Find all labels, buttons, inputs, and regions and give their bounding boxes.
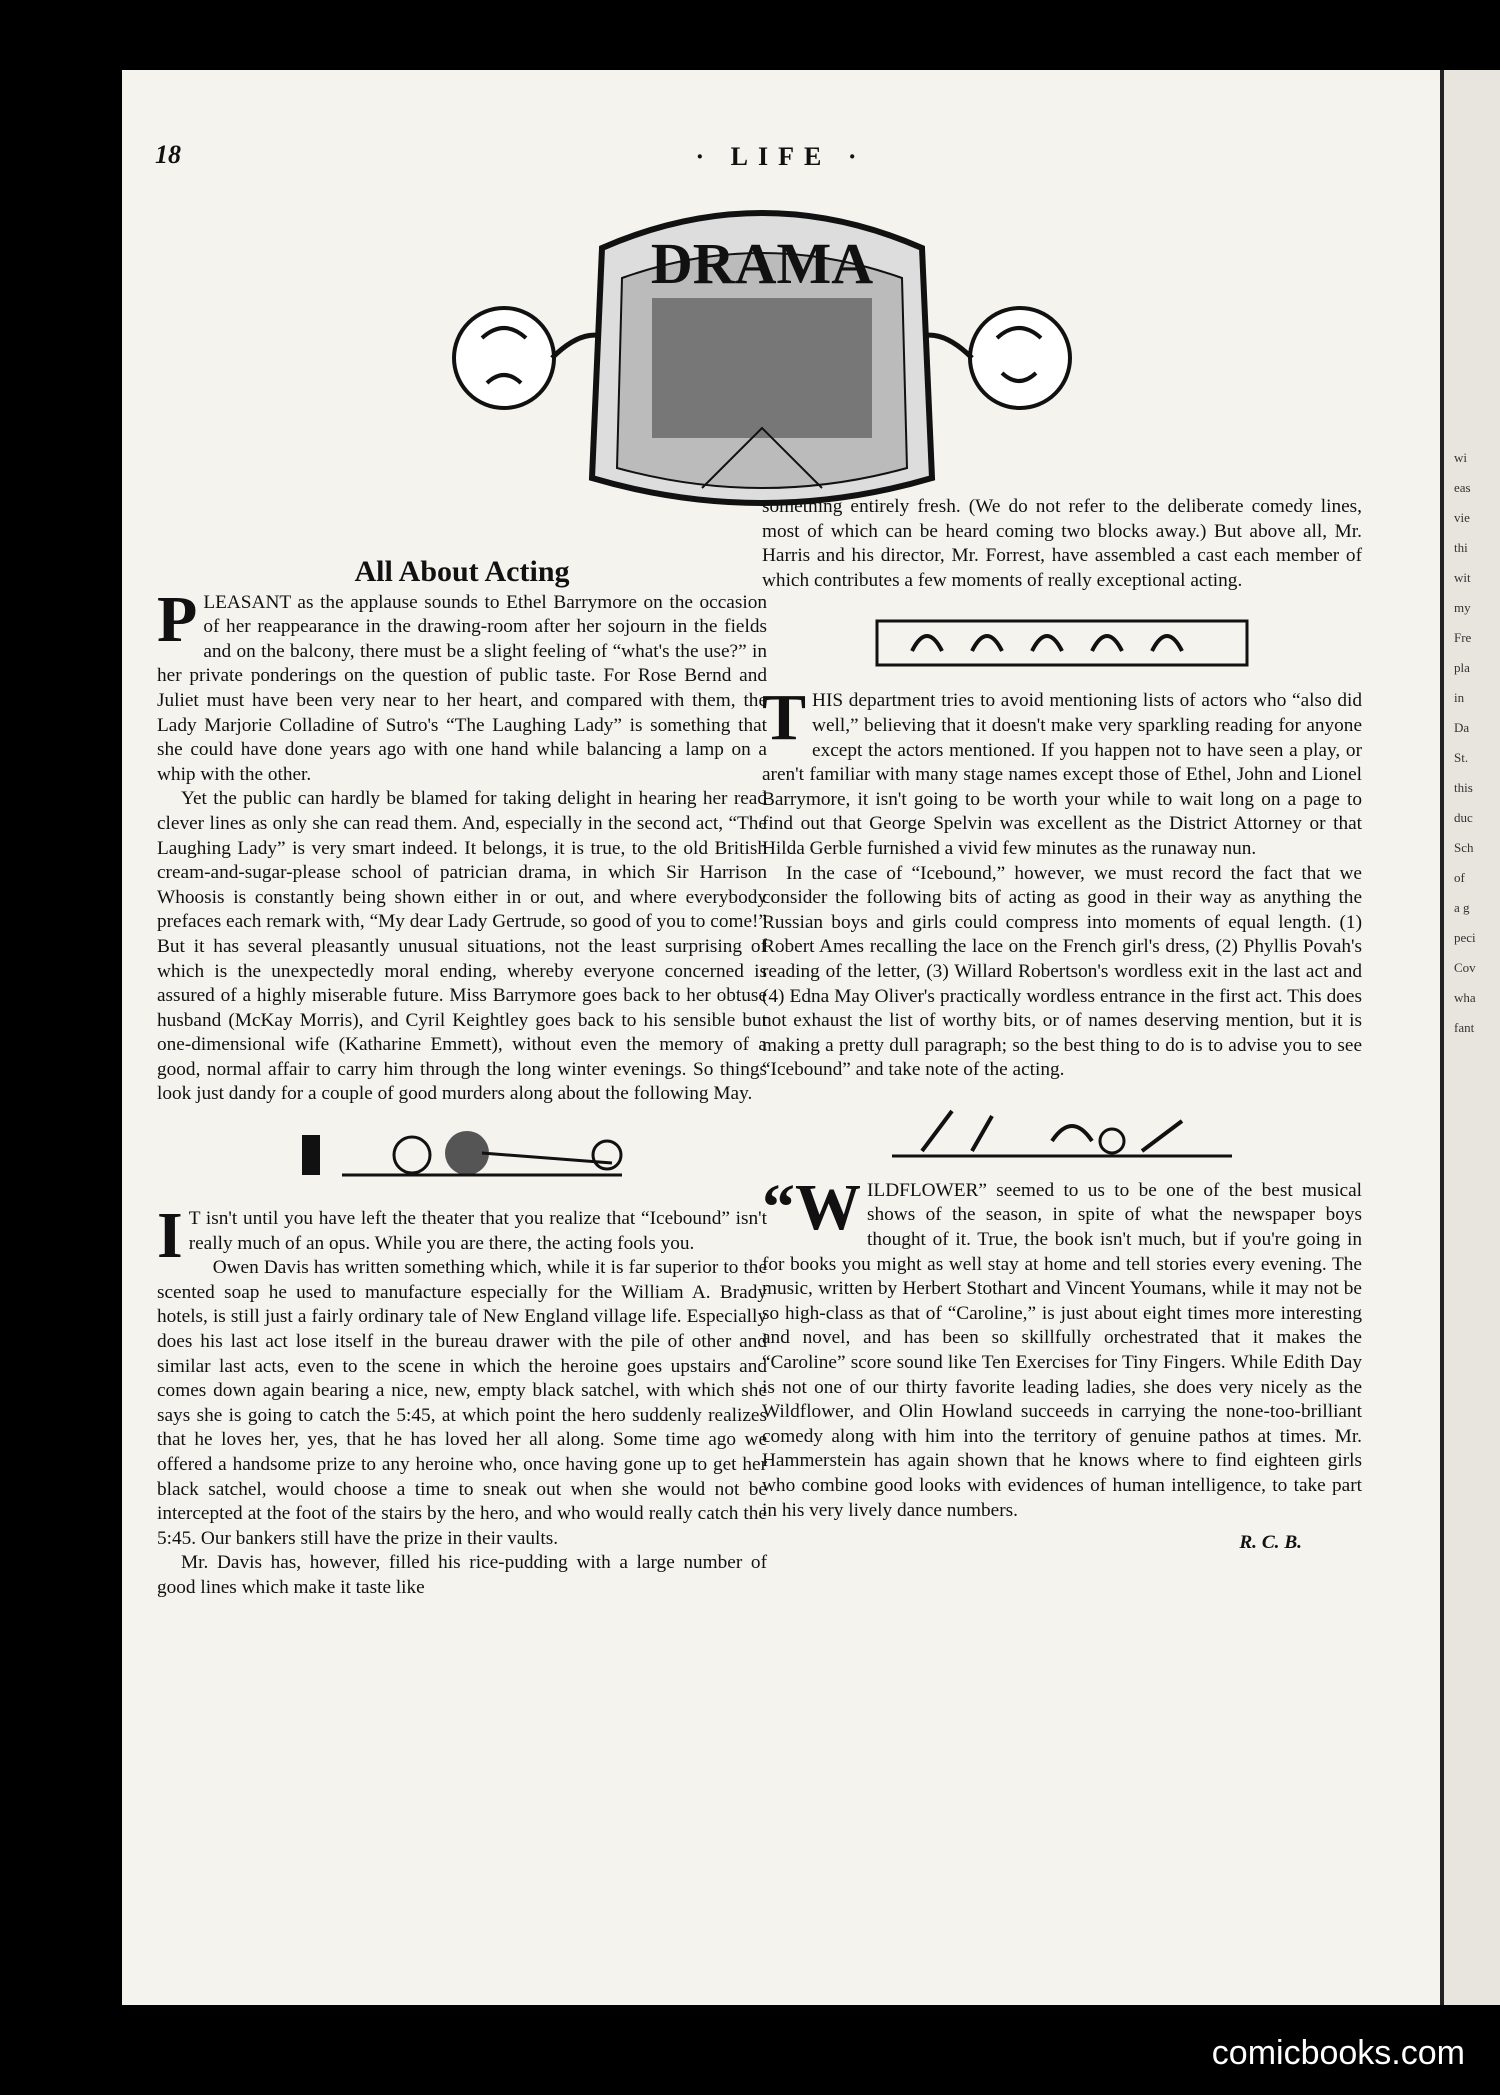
workshop-vignette-illustration	[282, 1125, 642, 1189]
watermark: comicbooks.com	[1211, 2034, 1465, 2072]
running-head: · LIFE ·	[695, 142, 867, 171]
comedy-mask-icon	[970, 308, 1070, 408]
paragraph: PLEASANT as the applause sounds to Ethel Barrymore on the occasion of her reappearance in the drawing-room after her sojourn in the fields and on the balcony, there must be a slight feeling of “what's the use?” in her private ponderings on the question of public taste. For Rose Bernd and Juliet must have been very near to her heart, and compared with them, the Lady Marjorie Colladine of Sutro's “The Laughing Lady” is something that she could have done years ago with one hand while balancing a lamp on a whip with the other.	[157, 582, 767, 785]
left-column	[157, 555, 767, 1601]
magazine-page	[122, 70, 1440, 2005]
paragraph: Mr. Davis has, however, filled his rice-pudding with a large number of good lines which make it taste like	[157, 1552, 767, 1598]
drop-cap: “W	[762, 1170, 861, 1244]
drama-banner-illustration	[452, 188, 1072, 528]
page-number: 18	[155, 140, 181, 169]
dancing-figures-vignette-illustration	[872, 611, 1252, 671]
right-column	[762, 495, 1437, 1556]
paragraph: Yet the public can hardly be blamed for taking delight in hearing her read clever lines as only she can read them. And, especially in the second act, “The Laughing Lady” is very smart indeed. It belongs, it is true, to the old British cream-and-sugar-please school of patrician drama, in which Sir Harrison Whoosis is constantly being shown either in or out, and where everybody prefaces each remark with, “My dear Lady Gertrude, so good of you to come!” But it has several pleasantly unusual situations, not the least surprising of which is the unexpectedly moral ending, whereby everyone concerned is assured of a highly miserable future. Miss Barrymore goes back to her obtuse husband (McKay Morris), and Cyril Keightley goes back to his sensible but one-dimensional wife (Katharine Emmett), without even the memory of a good, normal affair to carry him through the long winter evenings. So things look just dandy for a couple of good murders along about the following May.	[157, 788, 767, 1105]
paragraph: Owen Davis has written something which, while it is far superior to the scented soap he used to manufacture especially for the William A. Brady hotels, is still just a fairly ordinary tale of New England village life. Especially does his last act lose itself in the bureau drawer with the pile of other and similar last acts, even to the scene in which the heroine goes upstairs and comes down again bearing a nice, new, empty black satchel, with which she says she is going to catch the 5:45, at which point the hero suddenly realizes that he loves her, yes, that he has loved her all along. Some time ago we offered a handsome prize to any heroine who, once having gone up to get her black satchel, would choose a time to sneak out when she would not be intercepted at the foot of the stairs by the hero, and who would really catch the 5:45. Our bankers still have the prize in their vaults.	[157, 1257, 767, 1549]
article-title: All About Acting	[354, 555, 570, 588]
banner-title: DRAMA	[650, 231, 874, 296]
drop-cap: P	[157, 582, 198, 656]
paragraph: I T isn't until you have left the theater that you realize that “Icebound” isn't really much of an opus. While you are there, the acting fools you.	[157, 1199, 767, 1273]
paragraph: “WILDFLOWER” seemed to us to be one of the best musical shows of the season, in spite of what the newspaper boys thought of it. True, the book isn't much, but if you're going in for books you might as well stay at home and tell stories every evening. The music, written by Herbert Stothart and Vincent Youmans, while it may not be so high-class as that of “Caroline,” is just about eight times more interesting and novel, and has been so skillfully orchestrated that it makes the “Caroline” score sound like Ten Exercises for Tiny Fingers. While Edith Day is not one of our thirty favorite leading ladies, she does very nicely as the Wildflower, and Olin Howland succeeds in carrying the none-too-brilliant comedy along with him into the territory of genuine pathos at times. Mr. Hammerstein has again shown that he knows where to find eighteen girls who combine good looks with evidences of human intelligence, to take part in his very lively dance numbers.	[762, 1170, 1362, 1521]
paragraph: THIS department tries to avoid mentioning lists of actors who “also did well,” believing that it doesn't make very sparkling reading for anyone except the actors mentioned. If you happen not to have seen a play, or aren't familiar with many stage names except those of Ethel, John and Lionel Barrymore, it isn't going to be worth your while to wait long on a page to find out that George Spelvin was excellent as the District Attorney or that Hilda Gerble furnished a vivid few minutes as the runaway nun.	[762, 681, 1362, 859]
drop-cap: T	[762, 681, 807, 755]
instruments-vignette-illustration	[882, 1101, 1242, 1161]
paragraph: In the case of “Icebound,” however, we must record the fact that we consider the following bits of acting as good in their way as anything the Russian boys and girls could compress into moments of equal length. (1) Robert Ames recalling the lace on the French girl's dress, (2) Phyllis Povah's reading of the letter, (3) Willard Robertson's wordless exit in the last act and (4) Edna May Oliver's practically wordless entrance in the first act. This does not exhaust the list of worthy bits, or of names deserving mention, but it is making a pretty dull paragraph; so the best thing to do is to advise you to see “Icebound” and take note of the acting.	[762, 862, 1362, 1081]
drop-cap: I	[157, 1199, 183, 1273]
author-signature: R. C. B.	[1239, 1532, 1302, 1554]
paragraph: something entirely fresh. (We do not refer to the deliberate comedy lines, most of which can be heard coming two blocks away.) But above all, Mr. Harris and his director, Mr. Forrest, have assembled a cast each member of which contributes a few moments of really exceptional acting.	[762, 496, 1362, 591]
tragedy-mask-icon	[454, 308, 554, 408]
adjacent-page-edge: wi eas vie thi wit my Fre pla in Da St. this duc Sch of a g peci Cov wha fant	[1440, 70, 1500, 2005]
